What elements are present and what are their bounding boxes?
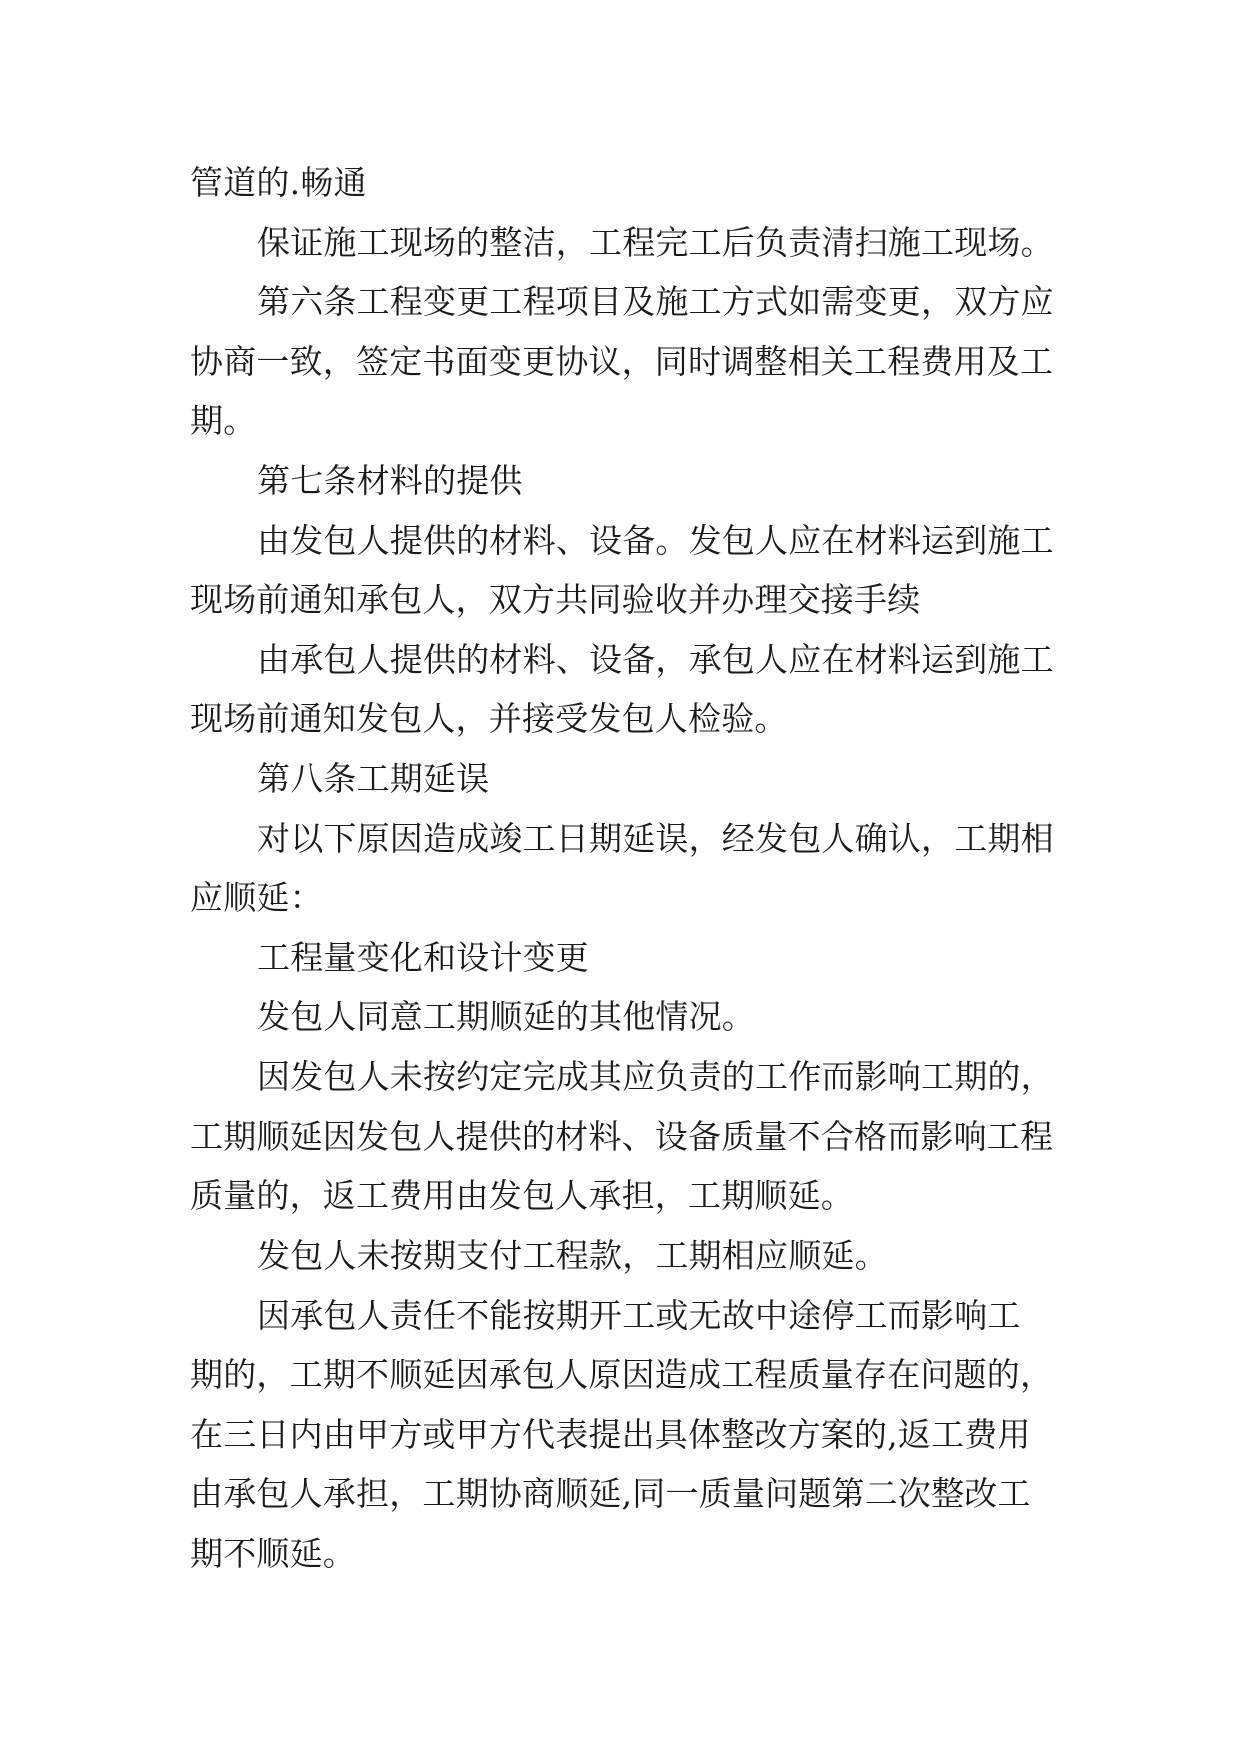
section-heading: 第七条材料的提供	[257, 461, 523, 500]
text-line: 工程量变化和设计变更	[257, 938, 589, 977]
text-line: 协商一致，签定书面变更协议，同时调整相关工程费用及工	[190, 342, 1054, 381]
text-line: 第六条工程变更工程项目及施工方式如需变更，双方应	[257, 282, 1054, 321]
section-heading: 第八条工期延误	[257, 759, 490, 798]
text-line: 应顺延：	[190, 878, 323, 917]
text-line: 工期顺延因发包人提供的材料、设备质量不合格而影响工程	[190, 1117, 1054, 1156]
text-line: 由承包人提供的材料、设备，承包人应在材料运到施工	[257, 640, 1054, 679]
text-line: 在三日内由甲方或甲方代表提出具体整改方案的,返工费用	[190, 1415, 1031, 1454]
text-line: 质量的，返工费用由发包人承担，工期顺延。	[190, 1176, 854, 1215]
text-line: 期不顺延。	[190, 1534, 356, 1573]
text-line: 期。	[190, 401, 257, 440]
text-line: 对以下原因造成竣工日期延误，经发包人确认，工期相	[257, 819, 1054, 858]
text-line: 由承包人承担，工期协商顺延,同一质量问题第二次整改工	[190, 1474, 1031, 1513]
text-line: 由发包人提供的材料、设备。发包人应在材料运到施工	[257, 521, 1054, 560]
text-line: 发包人未按期支付工程款，工期相应顺延。	[257, 1236, 888, 1275]
text-line: 现场前通知发包人，并接受发包人检验。	[190, 699, 788, 738]
text-line: 因承包人责任不能按期开工或无故中途停工而影响工	[257, 1296, 1021, 1335]
text-line: 因发包人未按约定完成其应负责的工作而影响工期的，	[257, 1057, 1054, 1096]
text-line: 期的，工期不顺延因承包人原因造成工程质量存在问题的，	[190, 1355, 1054, 1394]
text-line: 保证施工现场的整洁，工程完工后负责清扫施工现场。	[257, 223, 1054, 262]
text-line: 管道的.畅通	[190, 163, 367, 202]
text-line: 现场前通知承包人，双方共同验收并办理交接手续	[190, 580, 921, 619]
text-line: 发包人同意工期顺延的其他情况。	[257, 997, 755, 1036]
